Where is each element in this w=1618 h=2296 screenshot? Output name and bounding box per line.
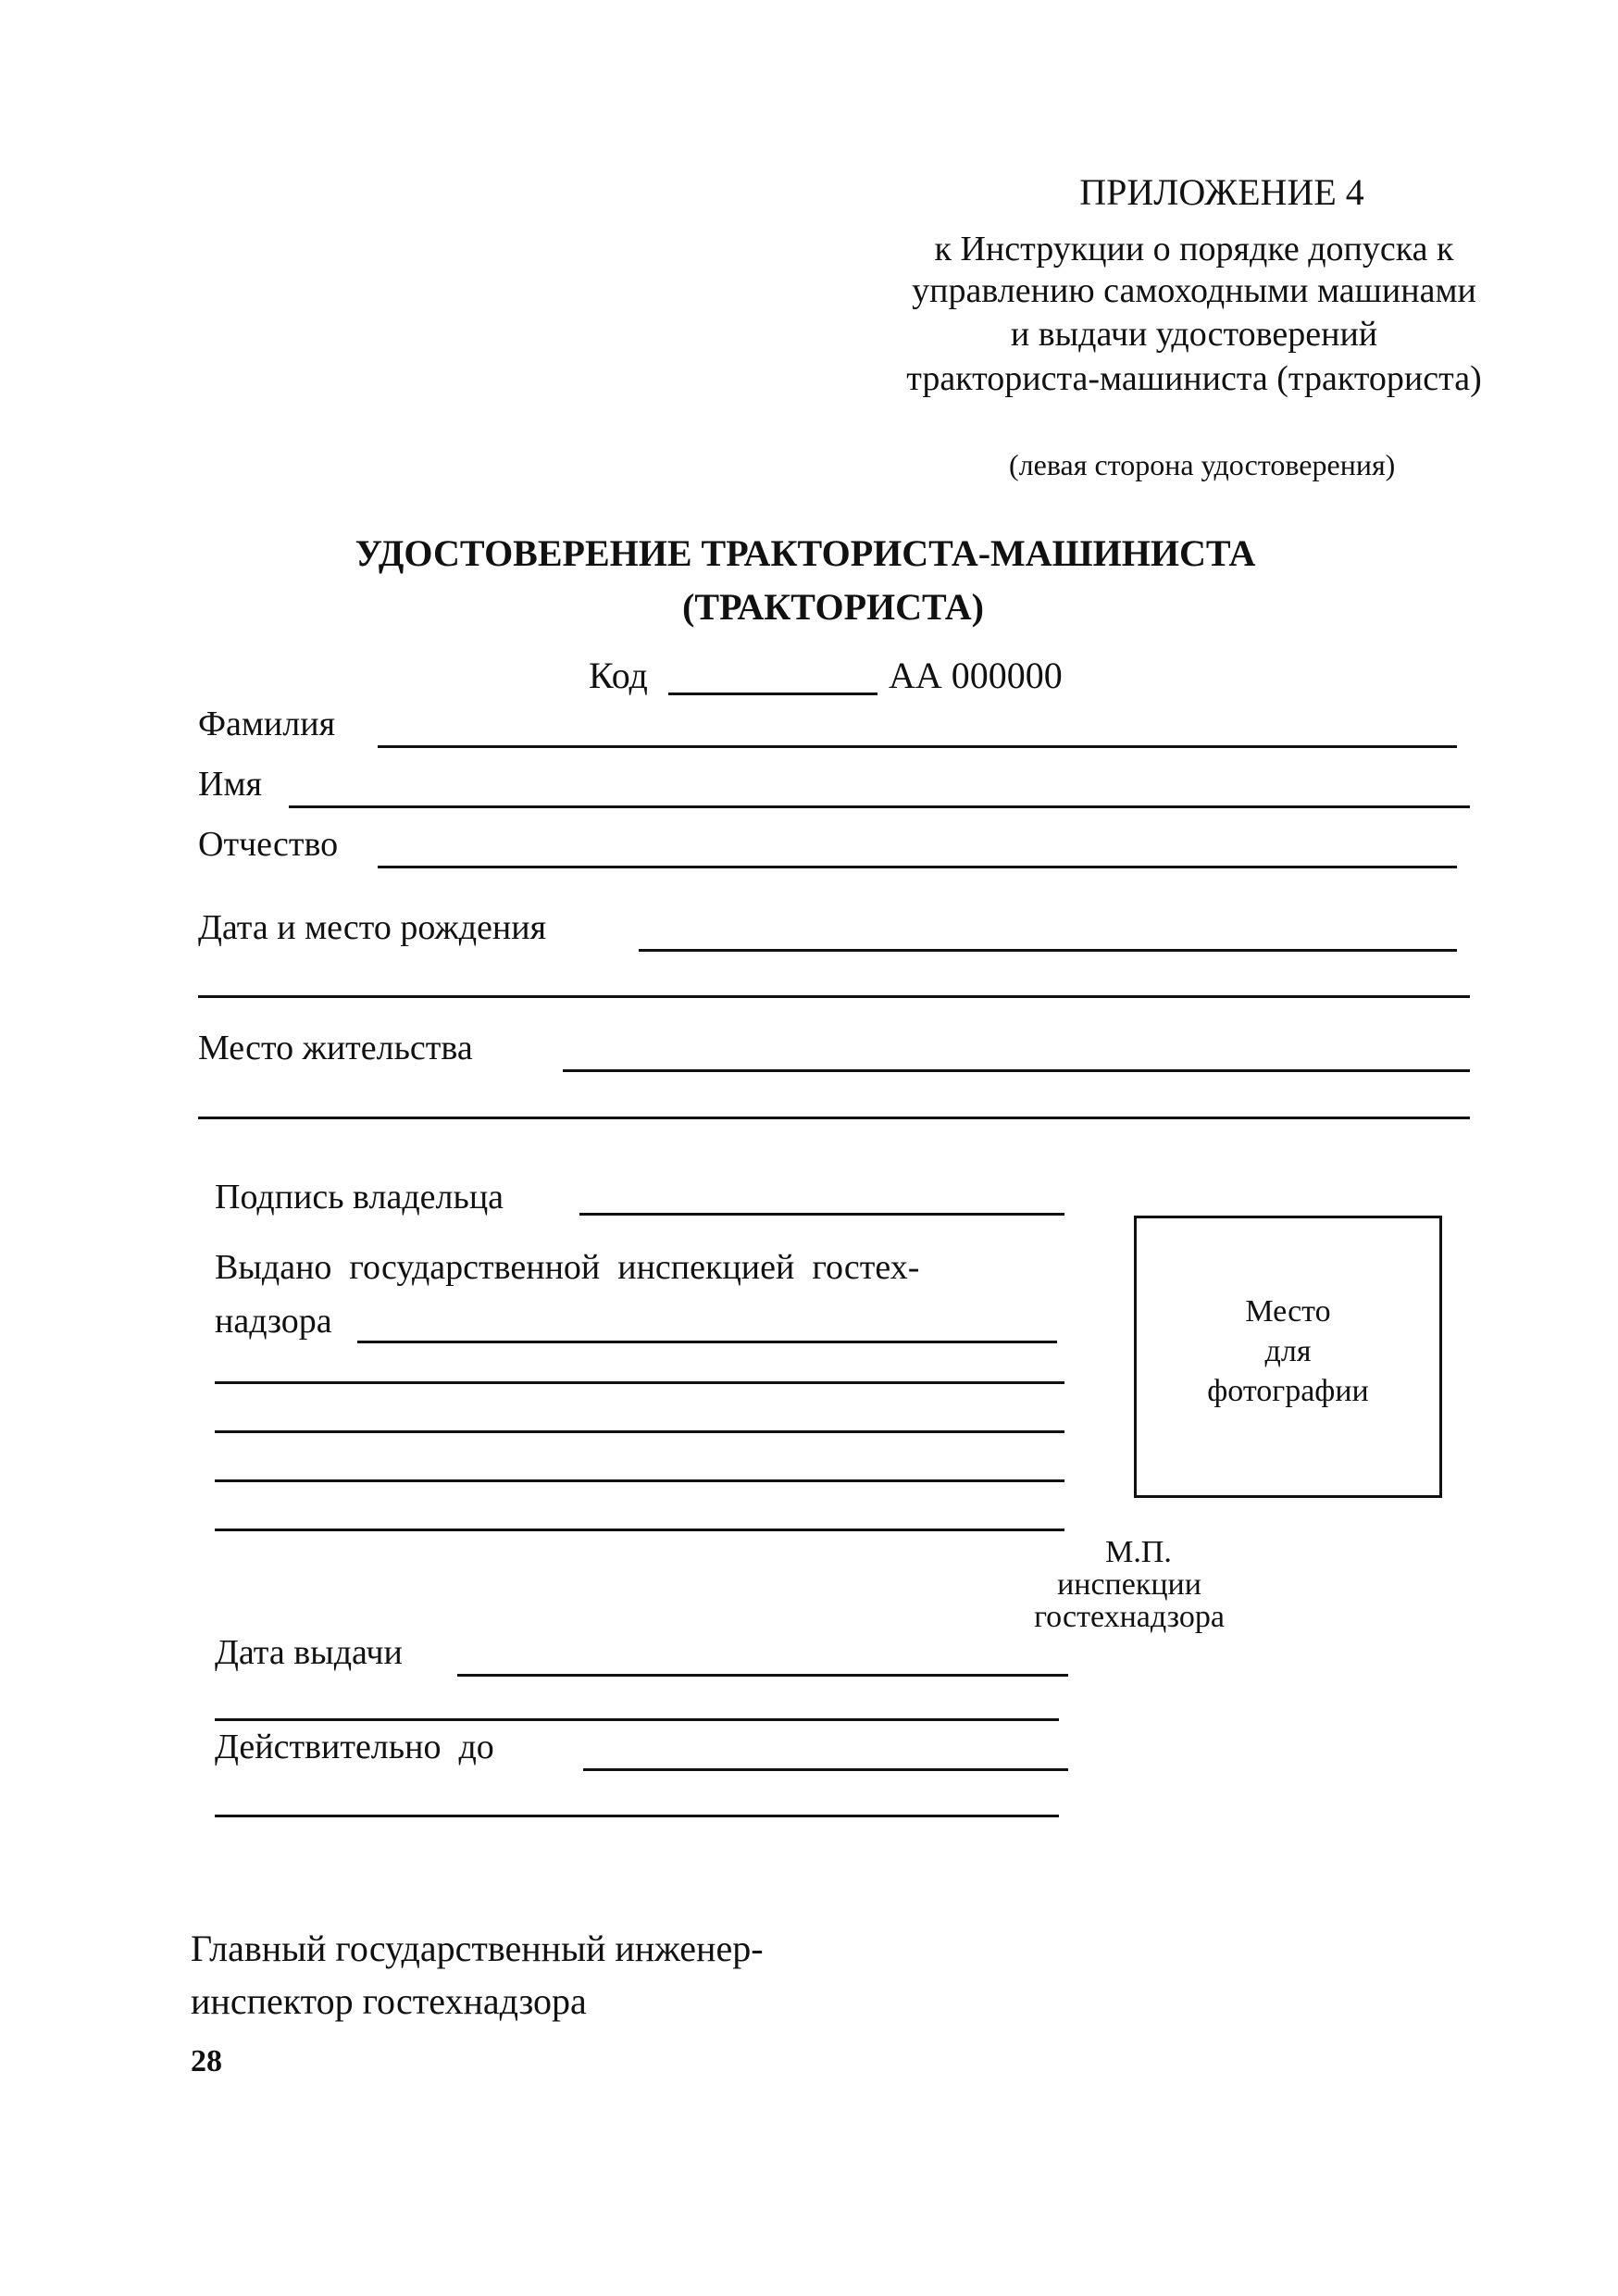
signatory-line-2: инспектор гостехнадзора	[191, 1980, 587, 2022]
surname-label: Фамилия	[198, 705, 336, 743]
stamp-label-line-2: инспекции	[1057, 1567, 1201, 1602]
appendix-title: ПРИЛОЖЕНИЕ 4	[1079, 171, 1364, 213]
appendix-line-4: тракториста-машиниста (тракториста)	[906, 359, 1482, 398]
name-field[interactable]	[289, 778, 1470, 808]
signature-label: Подпись владельца	[215, 1178, 504, 1217]
document-title-line-2: (ТРАКТОРИСТА)	[682, 586, 984, 628]
birth-continuation-line[interactable]	[198, 995, 1470, 998]
issued-line-4[interactable]	[215, 1479, 1064, 1482]
photo-label-line-2: для	[1264, 1334, 1312, 1368]
valid-until-continuation-line[interactable]	[215, 1815, 1059, 1817]
code-label: Код	[589, 655, 648, 696]
code-field[interactable]	[668, 665, 877, 695]
birth-label: Дата и место рождения	[198, 908, 547, 947]
issued-field[interactable]	[357, 1313, 1057, 1343]
issued-line-3[interactable]	[215, 1430, 1064, 1433]
patronymic-field[interactable]	[378, 838, 1457, 868]
stamp-label-line-3: гостехнадзора	[1034, 1600, 1225, 1634]
issue-date-field[interactable]	[457, 1646, 1068, 1677]
signature-line[interactable]	[579, 1213, 1064, 1216]
page-number: 28	[191, 2044, 222, 2078]
appendix-line-1: к Инструкции о порядке допуска к	[934, 230, 1454, 268]
surname-field[interactable]	[378, 718, 1457, 748]
issued-line-5[interactable]	[215, 1529, 1064, 1531]
series-number: АА 000000	[889, 655, 1063, 696]
residence-field[interactable]	[563, 1042, 1470, 1072]
side-note: (левая сторона удостоверения)	[1009, 448, 1396, 481]
patronymic-label: Отчество	[198, 825, 339, 864]
residence-label: Место жительства	[198, 1029, 473, 1067]
issued-label-line-2: надзора	[215, 1302, 332, 1341]
appendix-line-3: и выдачи удостоверений	[1010, 315, 1378, 354]
photo-label-line-1: Место	[1245, 1294, 1331, 1329]
valid-until-field[interactable]	[583, 1741, 1068, 1771]
stamp-label-line-1: М.П.	[1105, 1535, 1172, 1569]
valid-until-label: Действительно до	[215, 1728, 494, 1766]
issue-date-label: Дата выдачи	[215, 1633, 403, 1672]
issued-line-2[interactable]	[215, 1381, 1064, 1384]
document-title-line-1: УДОСТОВЕРЕНИЕ ТРАКТОРИСТА-МАШИНИСТА	[355, 532, 1256, 574]
signatory-line-1: Главный государственный инженер-	[191, 1928, 764, 1969]
residence-continuation-line[interactable]	[198, 1117, 1470, 1119]
issued-label-line-1: Выдано государственной инспекцией гостех-	[215, 1248, 920, 1287]
birth-field[interactable]	[639, 921, 1457, 952]
appendix-line-2: управлению самоходными машинами	[912, 271, 1476, 310]
photo-label-line-3: фотографии	[1207, 1374, 1369, 1408]
name-label: Имя	[198, 765, 262, 804]
issue-date-continuation-line[interactable]	[215, 1718, 1059, 1721]
